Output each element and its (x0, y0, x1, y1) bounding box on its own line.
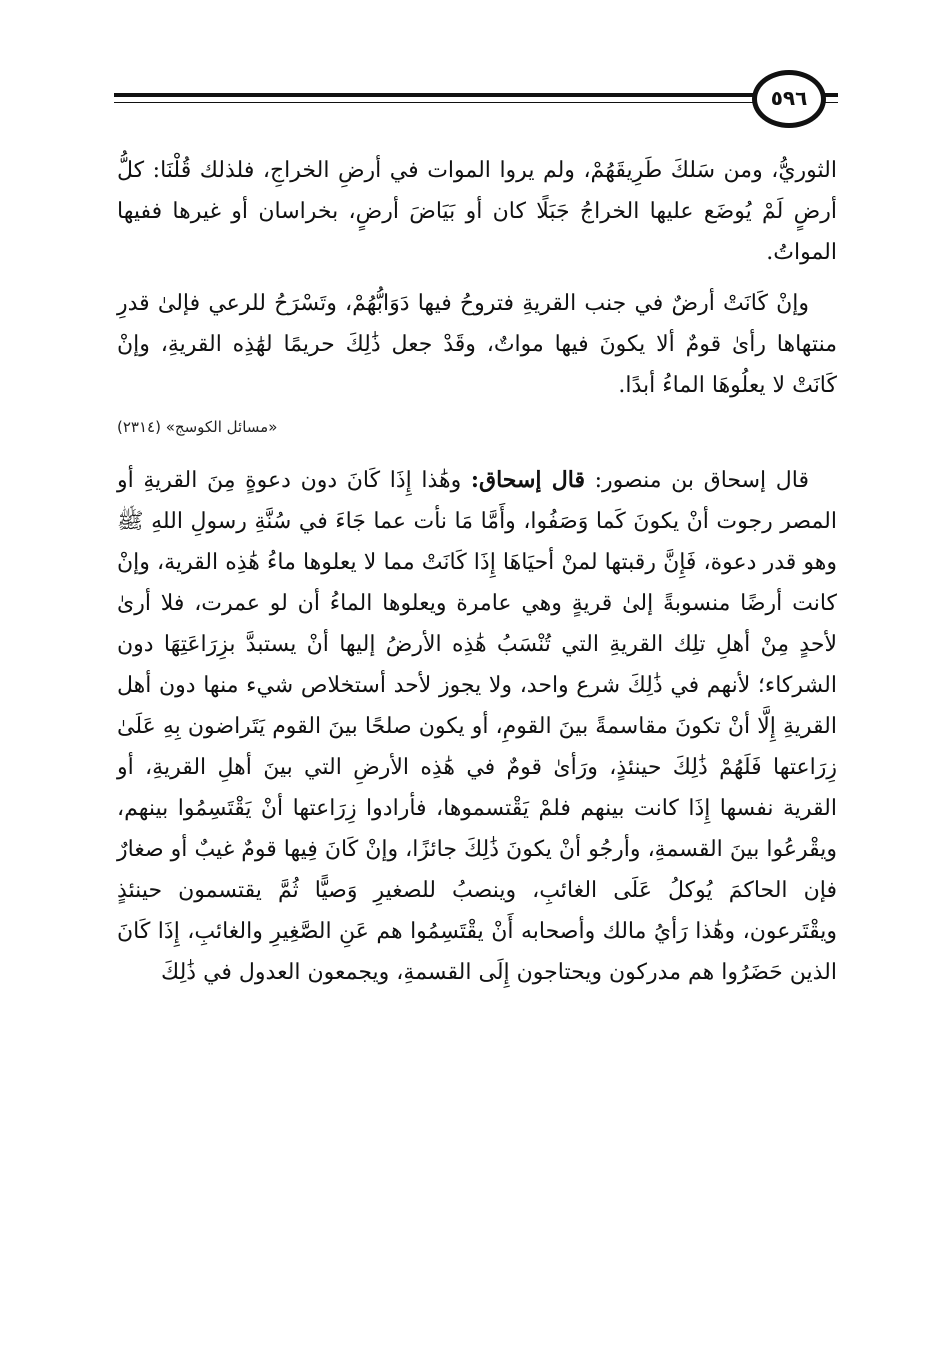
page-body (117, 150, 837, 993)
paragraph-3-body: وهَٰذا إِذَا كَانَ دون دعوةٍ مِنَ القريةِ أو المصر رجوت أنْ يكونَ كَما وَصَفُوا، وأَمَّا مَا نأت عما جَاءَ في سُنَّةِ رسولِ اللهِ ﷺ وهو قدر دعوة، فَإِنَّ رقبتها لمنْ أحيَاهَا إِذَا كَانَتْ مما لا يعلوها ماءُ هَٰذِه القرية، وإنْ كانت أرضًا منسوبةً إلىٰ قريةٍ وهي عامرة ويعلوها الماءُ أن لو عمرت، فلا أرىٰ لأحدٍ مِنْ أهلِ تلِك القريةِ التي تُنْسَبُ هَٰذِه الأرضُ إليها أنْ يستبدَّ بزِرَاعَتِهَا دون الشركاء؛ لأنهم في ذَٰلِكَ شرع واحد، ولا يجوز لأحد أستخلاص شيء منها دون أهل القريةِ إِلَّا أنْ تكونَ مقاسمةً بينَ القومِ، أو يكون صلحًا بينَ القوم يَتَراضون بِهِ عَلَىٰ زِرَاعتها فَلَهُمْ ذَٰلِكَ حينئذٍ، ورَأىٰ قومٌ في هَٰذِه الأرضِ التي بينَ أهلِ القريةِ، أو القرية نفسها إِذَا كانت بينهم فلمْ يَقْتسموها، فأرادوا زِرَاعتها أنْ يَقْتَسِمُوا بينهم، ويقْرعُوا بينَ القسمةِ، وأرجُو أنْ يكونَ ذَٰلِكَ جائزًا، وإنْ كَانَ فِيها قومٌ غيبٌ أو صغارٌ فإن الحاكمَ يُوكلُ عَلَى الغائبِ، وينصبُ للصغيرِ وَصيًّا ثُمَّ يقتسمون حينئذٍ ويقْتَرعون، وهَٰذا رَأيُ مالك وأصحابه أَنْ يقْتَسِمُوا هم عَنِ الصَّغِيرِ والغائبِ، إِذَا كَانَ الذين حَضَرُوا هم مدركون ويحتاجون إِلَى القسمةِ، ويجمعون العدول في ذَٰلِكَ (117, 468, 837, 985)
paragraph-1: الثوريُّ، ومن سَلكَ طَرِيقَهُمْ، ولم يروا الموات في أرضِ الخراجِ، فلذلك قُلْنَا: كلُّ أرضٍ لَمْ يُوضَع عليها الخراجُ جَبَلًا كان أو بَيَاضَ أرضٍ، بخراسان أو غيرها ففيها المواتُ. (117, 158, 837, 265)
page-header (114, 62, 838, 132)
speaker-label: قال إسحاق: (470, 467, 586, 493)
header-rule-thin (114, 102, 784, 103)
narrator-intro: قال إسحاق بن منصور: (585, 468, 809, 493)
header-rule (114, 93, 784, 97)
source-reference: «مسائل الكوسج» (٢٣١٤) (117, 418, 278, 436)
paragraph-2: وإنْ كَانَتْ أرضٌ في جنب القريةِ فتروحُ فيها دَوَابُّهُمْ، وتَسْرَحُ للرعي فإلىٰ قدرِ منتهاها رأىٰ قومٌ ألا يكونَ فيها مواتٌ، وقَدْ جعل ذَٰلِكَ حريمًا لهَٰذِه القريةِ، وإنْ كَانَتْ لا يعلُوهَا الماءُ أبدًا. (117, 291, 837, 398)
page-number: ٥٩٦ (752, 70, 826, 128)
paragraph-3 (117, 460, 837, 993)
